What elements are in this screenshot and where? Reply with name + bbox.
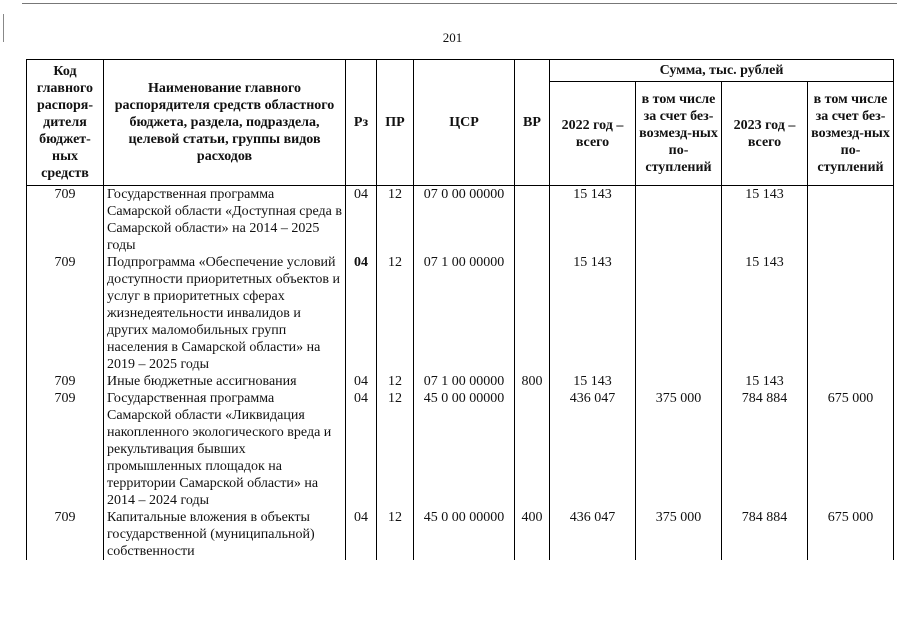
cell-name: Государственная программа Самарской области «Ликвидация накопленного экологического вреда и рекультивация бывших промышленных площадок на территории Самарской области» на 2014 – 2024 годы <box>104 390 346 509</box>
cell-2022-free <box>636 186 722 255</box>
cell-pr: 12 <box>377 373 414 390</box>
cell-name: Иные бюджетные ассигнования <box>104 373 346 390</box>
cell-vr: 800 <box>515 373 550 390</box>
top-rule <box>22 3 897 4</box>
cell-2023-free <box>808 373 894 390</box>
table-row <box>27 186 894 255</box>
cell-csr: 45 0 00 00000 <box>414 509 515 560</box>
cell-2022-total: 15 143 <box>550 373 636 390</box>
cell-2022-total: 436 047 <box>550 509 636 560</box>
header-2023-free: в том числе за счет без-возмезд-ных по-ступлений <box>808 82 894 186</box>
header-pr: ПР <box>377 60 414 186</box>
cell-code: 709 <box>27 373 104 390</box>
cell-2023-total: 15 143 <box>722 373 808 390</box>
table-row <box>27 373 894 390</box>
cell-csr: 45 0 00 00000 <box>414 390 515 509</box>
cell-2023-total: 15 143 <box>722 186 808 255</box>
cell-code: 709 <box>27 509 104 560</box>
cell-csr: 07 1 00 00000 <box>414 254 515 373</box>
cell-2023-free <box>808 186 894 255</box>
cell-2022-free <box>636 373 722 390</box>
cell-code: 709 <box>27 254 104 373</box>
cell-vr <box>515 186 550 255</box>
cell-2022-free: 375 000 <box>636 390 722 509</box>
cell-2023-total: 15 143 <box>722 254 808 373</box>
cell-rz: 04 <box>346 390 377 509</box>
cell-pr: 12 <box>377 254 414 373</box>
cell-2022-total: 15 143 <box>550 254 636 373</box>
cell-pr: 12 <box>377 186 414 255</box>
cell-2022-free <box>636 254 722 373</box>
table-row <box>27 254 894 373</box>
header-rz: Рз <box>346 60 377 186</box>
cell-vr <box>515 390 550 509</box>
page-number: 201 <box>442 30 463 45</box>
cell-code: 709 <box>27 186 104 255</box>
cell-name: Капитальные вложения в объекты государственной (муниципальной) собственности <box>104 509 346 560</box>
cell-2022-total: 436 047 <box>550 390 636 509</box>
header-2023-total: 2023 год – всего <box>722 82 808 186</box>
cell-vr: 400 <box>515 509 550 560</box>
header-sum: Сумма, тыс. рублей <box>550 60 894 82</box>
cell-name: Подпрограмма «Обеспечение условий доступности приоритетных объектов и услуг в приоритетных сферах жизнедеятельности инвалидов и других маломобильных групп населения в Самарской области» на 2019 – 2025 годы <box>104 254 346 373</box>
cell-pr: 12 <box>377 390 414 509</box>
cell-code: 709 <box>27 390 104 509</box>
header-code: Код главного распоря-дителя бюджет-ных средств <box>27 60 104 186</box>
cell-csr: 07 1 00 00000 <box>414 373 515 390</box>
header-vr: ВР <box>515 60 550 186</box>
cell-rz: 04 <box>346 186 377 255</box>
header-name: Наименование главного распорядителя средств областного бюджета, раздела, подраздела, целевой статьи, группы видов расходов <box>104 60 346 186</box>
table-row <box>27 509 894 560</box>
header-2022-free: в том числе за счет без-возмезд-ных по-ступлений <box>636 82 722 186</box>
header-csr: ЦСР <box>414 60 515 186</box>
cell-2023-total: 784 884 <box>722 390 808 509</box>
cell-vr <box>515 254 550 373</box>
cell-2023-total: 784 884 <box>722 509 808 560</box>
cell-2022-free: 375 000 <box>636 509 722 560</box>
cell-2023-free <box>808 254 894 373</box>
cell-pr: 12 <box>377 509 414 560</box>
cell-2022-total: 15 143 <box>550 186 636 255</box>
header-2022-total: 2022 год – всего <box>550 82 636 186</box>
cell-csr: 07 0 00 00000 <box>414 186 515 255</box>
cell-name: Государственная программа Самарской области «Доступная среда в Самарской области» на 2014 – 2025 годы <box>104 186 346 255</box>
table-row <box>27 390 894 509</box>
cell-rz: 04 <box>346 373 377 390</box>
cell-2023-free: 675 000 <box>808 390 894 509</box>
cell-rz: 04 <box>346 509 377 560</box>
budget-table <box>26 59 894 560</box>
cell-2023-free: 675 000 <box>808 509 894 560</box>
cell-rz: 04 <box>346 254 377 373</box>
